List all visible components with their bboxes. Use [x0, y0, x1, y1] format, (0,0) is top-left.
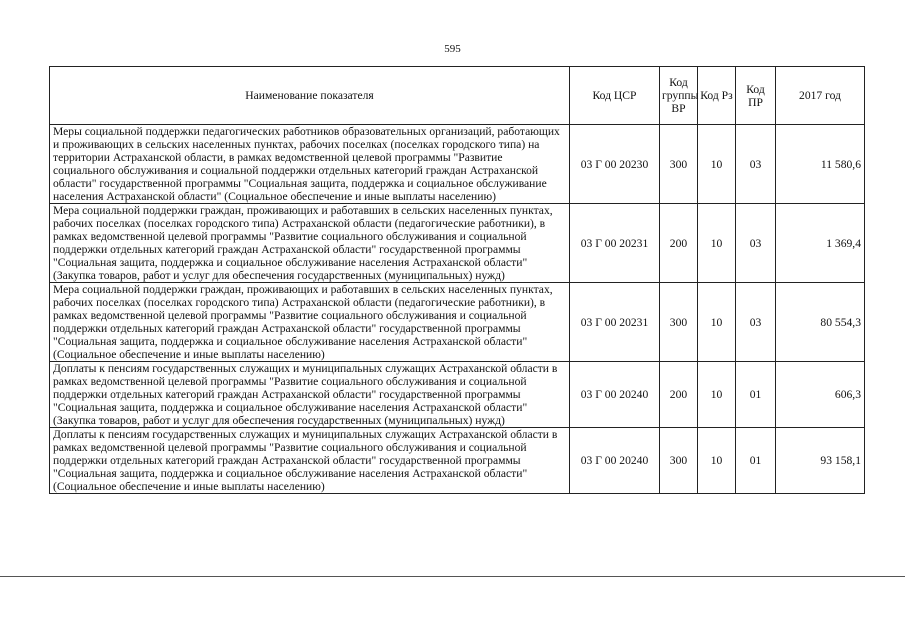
row-vr-code: 200	[660, 204, 698, 283]
page-number: 595	[444, 43, 461, 55]
row-amount: 93 158,1	[776, 428, 865, 494]
row-csr-code: 03 Г 00 20230	[570, 125, 660, 204]
table-row	[50, 428, 865, 494]
row-rz-code: 10	[698, 362, 736, 428]
row-pr-code: 01	[736, 362, 776, 428]
row-name: Доплаты к пенсиям государственных служащих и муниципальных служащих Астраханской области в рамках ведомственной целевой программы "Развитие социального обслуживания и социальной поддержки отдельных категорий граждан Астраханской области" государственной программы "Социальная защита, поддержка и социальное обслуживание населения Астраханской области" (Закупка товаров, работ и услуг для обеспечения государственных (муниципальных) нужд)	[50, 362, 570, 428]
row-rz-code: 10	[698, 283, 736, 362]
row-amount: 80 554,3	[776, 283, 865, 362]
row-csr-code: 03 Г 00 20240	[570, 428, 660, 494]
row-pr-code: 03	[736, 125, 776, 204]
row-csr-code: 03 Г 00 20231	[570, 204, 660, 283]
row-rz-code: 10	[698, 125, 736, 204]
table-row	[50, 283, 865, 362]
row-pr-code: 03	[736, 204, 776, 283]
row-pr-code: 01	[736, 428, 776, 494]
row-amount: 1 369,4	[776, 204, 865, 283]
row-name: Доплаты к пенсиям государственных служащих и муниципальных служащих Астраханской области в рамках ведомственной целевой программы "Развитие социального обслуживания и социальной поддержки отдельных категорий граждан Астраханской области" государственной программы "Социальная защита, поддержка и социальное обслуживание населения Астраханской области" (Социальное обеспечение и иные выплаты населению)	[50, 428, 570, 494]
table-row	[50, 125, 865, 204]
row-vr-code: 300	[660, 283, 698, 362]
budget-table	[49, 66, 865, 494]
row-rz-code: 10	[698, 428, 736, 494]
row-pr-code: 03	[736, 283, 776, 362]
header-rz-code: Код Рз	[698, 67, 736, 125]
row-name: Мера социальной поддержки граждан, проживающих и работавших в сельских населенных пунктах, рабочих поселках (поселках городского типа) Астраханской области (педагогические работники), в рамках ведомственной целевой программы "Развитие социального обслуживания и социальной поддержки отдельных категорий граждан Астраханской области" государственной программы "Социальная защита, поддержка и социальное обслуживание населения Астраханской области" (Социальное обеспечение и иные выплаты населению)	[50, 283, 570, 362]
row-csr-code: 03 Г 00 20240	[570, 362, 660, 428]
header-name: Наименование показателя	[50, 67, 570, 125]
table-row	[50, 204, 865, 283]
header-pr-code: Код ПР	[736, 67, 776, 125]
row-vr-code: 200	[660, 362, 698, 428]
table-header-row	[50, 67, 865, 125]
row-rz-code: 10	[698, 204, 736, 283]
row-amount: 11 580,6	[776, 125, 865, 204]
row-name: Мера социальной поддержки граждан, проживающих и работавших в сельских населенных пунктах, рабочих поселках (поселках городского типа) Астраханской области (педагогические работники), в рамках ведомственной целевой программы "Развитие социального обслуживания и социальной поддержки отдельных категорий граждан Астраханской области" государственной программы "Социальная защита, поддержка и социальное обслуживание населения Астраханской области" (Закупка товаров, работ и услуг для обеспечения государственных (муниципальных) нужд)	[50, 204, 570, 283]
scan-stray-line	[0, 576, 905, 577]
header-csr-code: Код ЦСР	[570, 67, 660, 125]
row-name: Меры социальной поддержки педагогических работников образовательных организаций, работающих и проживающих в сельских населенных пунктах, рабочих поселках (поселках городского типа) на территории Астраханской области, в рамках ведомственной целевой программы "Развитие социального обслуживания и социальной поддержки отдельных категорий граждан Астраханской области" государственной программы "Социальная защита, поддержка и социальное обслуживание населения Астраханской области" (Социальное обеспечение и иные выплаты населению)	[50, 125, 570, 204]
row-vr-code: 300	[660, 125, 698, 204]
header-vr-code: Код группы ВР	[660, 67, 698, 125]
row-vr-code: 300	[660, 428, 698, 494]
header-year-2017: 2017 год	[776, 67, 865, 125]
table-row	[50, 362, 865, 428]
row-csr-code: 03 Г 00 20231	[570, 283, 660, 362]
row-amount: 606,3	[776, 362, 865, 428]
